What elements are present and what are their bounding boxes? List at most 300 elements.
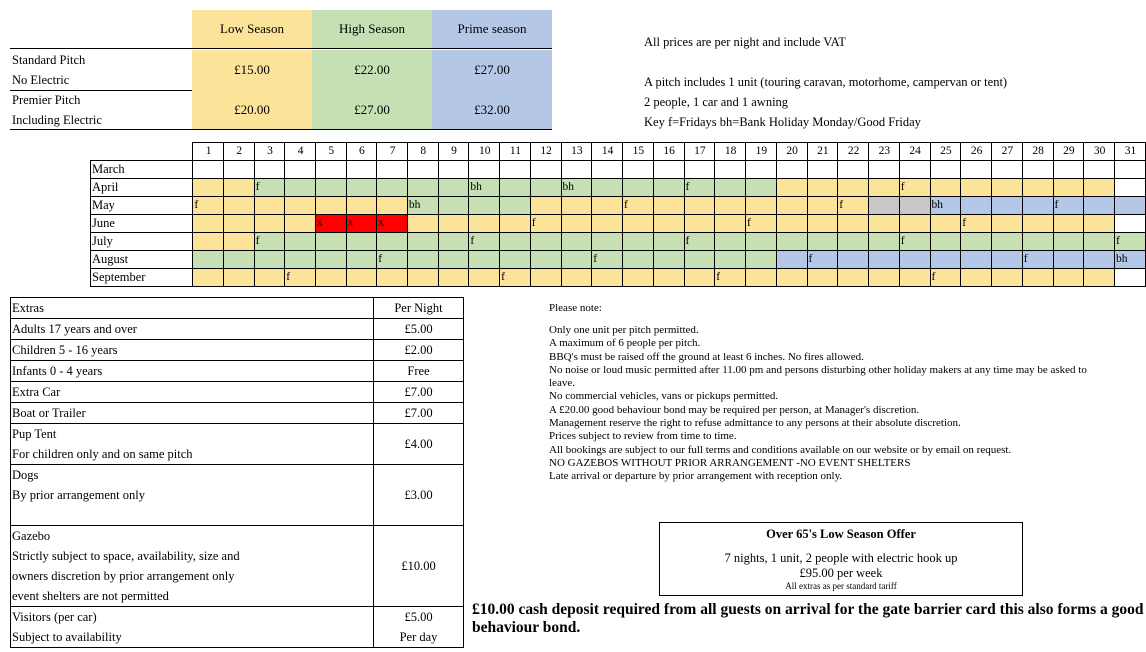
day-number: 15 (623, 143, 654, 161)
calendar-day-cell (530, 179, 561, 197)
note-item: No noise or loud music permitted after 11.00 pm and persons disturbing other holiday makers at any time may be asked to (549, 363, 1087, 376)
note-item: BBQ's must be raised off the ground at least 6 inches. No fires allowed. (549, 350, 864, 363)
calendar-day-cell (1084, 197, 1115, 215)
extras-price (374, 361, 464, 382)
calendar-day-cell (715, 251, 746, 269)
calendar-day-cell (684, 215, 715, 233)
calendar-day-cell (961, 179, 992, 197)
calendar-day-cell: f (254, 179, 285, 197)
extras-price (374, 403, 464, 424)
calendar-day-cell (807, 215, 838, 233)
calendar-day-cell (807, 179, 838, 197)
calendar-day-cell: f (838, 197, 869, 215)
extras-item-text: Gazebo (12, 529, 51, 543)
extras-price-text: £5.00 (404, 610, 433, 624)
calendar-day-cell (254, 197, 285, 215)
extras-price-text: £7.00 (404, 406, 433, 420)
calendar-day-cell (193, 233, 224, 251)
calendar-day-cell: f (469, 233, 500, 251)
calendar-day-cell (193, 215, 224, 233)
calendar-day-cell (746, 197, 777, 215)
calendar-day-cell (992, 251, 1023, 269)
calendar-day-cell (561, 197, 592, 215)
calendar-day-cell (469, 215, 500, 233)
calendar-day-cell (807, 161, 838, 179)
calendar-day-cell (684, 251, 715, 269)
extras-price (374, 382, 464, 403)
calendar-corner (91, 143, 193, 161)
calendar-day-cell (223, 215, 254, 233)
calendar-month-row (91, 215, 1146, 233)
calendar-day-cell (315, 269, 346, 287)
calendar-day-cell (715, 161, 746, 179)
calendar-day-cell (223, 161, 254, 179)
calendar-day-cell (684, 161, 715, 179)
day-number: 6 (346, 143, 377, 161)
extras-item (11, 526, 374, 607)
calendar-day-cell (500, 215, 531, 233)
calendar-day-cell (899, 161, 930, 179)
calendar-day-cell (1053, 269, 1084, 287)
extras-item-text: By prior arrangement only (12, 488, 145, 502)
extras-item-text: Strictly subject to space, availability, size and (12, 549, 240, 563)
extras-item-text: Children 5 - 16 years (12, 343, 118, 357)
calendar-day-cell (684, 197, 715, 215)
calendar-day-cell (377, 269, 408, 287)
extras-item (11, 403, 374, 424)
calendar-day-cell (653, 179, 684, 197)
pitch-standard-sublabel: No Electric (12, 73, 70, 87)
calendar-day-cell (776, 179, 807, 197)
calendar-day-cell: f (623, 197, 654, 215)
calendar-day-cell (285, 161, 316, 179)
calendar-day-cell (438, 269, 469, 287)
calendar-day-cell (746, 251, 777, 269)
calendar-day-cell: f (193, 197, 224, 215)
extras-item-text: Adults 17 years and over (12, 322, 137, 336)
extras-table (10, 297, 464, 648)
price-standard-low: £15.00 (192, 50, 312, 90)
calendar-day-cell (961, 269, 992, 287)
calendar-day-cell (346, 197, 377, 215)
extras-item-text: event shelters are not permitted (12, 589, 169, 603)
extras-price-text: £4.00 (404, 437, 433, 451)
calendar-day-cell (407, 251, 438, 269)
extras-item-text: Subject to availability (12, 630, 122, 644)
calendar-day-cell (961, 161, 992, 179)
extras-item-text (12, 505, 372, 525)
calendar-day-cell (992, 269, 1023, 287)
season-header-prime: Prime season (432, 10, 552, 48)
calendar-day-cell (315, 179, 346, 197)
extras-price (374, 319, 464, 340)
calendar-day-cell (1053, 161, 1084, 179)
calendar-day-cell (438, 197, 469, 215)
day-number: 4 (285, 143, 316, 161)
extras-header-price: Per Night (374, 298, 464, 319)
offer-details: 7 nights, 1 unit, 2 people with electric hook up (724, 551, 958, 565)
info-people: 2 people, 1 car and 1 awning (644, 95, 789, 109)
calendar-month-row (91, 251, 1146, 269)
calendar-day-cell (869, 215, 900, 233)
price-premier-high: £27.00 (312, 90, 432, 130)
extras-item (11, 465, 374, 526)
calendar-day-cell (438, 233, 469, 251)
extras-row (11, 526, 464, 607)
day-number: 3 (254, 143, 285, 161)
calendar-day-cell (623, 251, 654, 269)
calendar-day-cell: f (1053, 197, 1084, 215)
calendar-day-cell: f (899, 233, 930, 251)
month-name: July (91, 233, 193, 251)
calendar-day-cell (1022, 215, 1053, 233)
note-item: NO GAZEBOS WITHOUT PRIOR ARRANGEMENT -NO EVENT SHELTERS (549, 456, 911, 469)
note-item: No commercial vehicles, vans or pickups permitted. (549, 390, 779, 403)
extras-price (374, 526, 464, 607)
calendar-day-cell (1022, 197, 1053, 215)
calendar-day-cell (899, 269, 930, 287)
day-number: 8 (407, 143, 438, 161)
day-number: 26 (961, 143, 992, 161)
calendar-day-cell (776, 161, 807, 179)
day-number: 13 (561, 143, 592, 161)
day-number: 17 (684, 143, 715, 161)
calendar-day-cell (1084, 233, 1115, 251)
extras-row (11, 382, 464, 403)
info-pitch-includes: A pitch includes 1 unit (touring caravan, motorhome, campervan or tent) (644, 75, 1008, 89)
calendar-day-cell (561, 161, 592, 179)
extras-item-text: For children only and on same pitch (12, 447, 193, 461)
calendar-day-cell (315, 233, 346, 251)
calendar-day-cell (346, 251, 377, 269)
calendar-day-cell (1084, 251, 1115, 269)
calendar-day-cell (1115, 161, 1146, 179)
note-item: A £20.00 good behaviour bond may be required per person, at Manager's discretion. (549, 403, 920, 416)
day-number: 7 (377, 143, 408, 161)
day-number: 30 (1084, 143, 1115, 161)
calendar-day-cell (346, 233, 377, 251)
calendar-month-row (91, 233, 1146, 251)
day-number: 10 (469, 143, 500, 161)
calendar-day-cell (930, 179, 961, 197)
calendar-day-cell (285, 251, 316, 269)
calendar-day-cell (285, 197, 316, 215)
calendar-day-cell (869, 161, 900, 179)
calendar-day-cell: bh (561, 179, 592, 197)
day-number: 21 (807, 143, 838, 161)
calendar-day-cell (1053, 233, 1084, 251)
calendar-day-cell: f (592, 251, 623, 269)
extras-item-text: owners discretion by prior arrangement only (12, 569, 235, 583)
calendar-day-cell (869, 251, 900, 269)
calendar-day-cell (807, 233, 838, 251)
month-name: June (91, 215, 193, 233)
notes-list (549, 324, 1129, 484)
calendar-day-cell (561, 215, 592, 233)
day-number: 29 (1053, 143, 1084, 161)
day-number: 5 (315, 143, 346, 161)
calendar-day-cell (254, 269, 285, 287)
calendar-month-row (91, 269, 1146, 287)
calendar-day-cell (1022, 161, 1053, 179)
calendar-day-cell: f (530, 215, 561, 233)
note-item: Management reserve the right to refuse admittance to any persons at their absolute discretion. (549, 417, 961, 430)
day-number: 11 (500, 143, 531, 161)
calendar-day-cell (838, 233, 869, 251)
extras-price (374, 465, 464, 526)
note-item: A maximum of 6 people per pitch. (549, 337, 701, 350)
calendar-day-cell (500, 179, 531, 197)
extras-item (11, 340, 374, 361)
calendar-day-cell (807, 269, 838, 287)
calendar-day-cell (776, 269, 807, 287)
calendar-day-cell (715, 197, 746, 215)
calendar-day-cell (407, 269, 438, 287)
calendar-day-cell: f (746, 215, 777, 233)
month-name: September (91, 269, 193, 287)
calendar-day-cell: f (254, 233, 285, 251)
calendar-day-cell (838, 215, 869, 233)
day-number: 19 (746, 143, 777, 161)
day-number: 16 (653, 143, 684, 161)
calendar-day-cell (530, 251, 561, 269)
calendar-day-cell (930, 215, 961, 233)
calendar-day-cell (530, 269, 561, 287)
calendar-day-cell (1084, 215, 1115, 233)
extras-header-row (11, 298, 464, 319)
calendar-day-cell (346, 179, 377, 197)
calendar-day-cell (407, 233, 438, 251)
calendar-day-cell (1022, 269, 1053, 287)
calendar-day-cell (838, 269, 869, 287)
pitch-premier-label: Premier Pitch (12, 93, 81, 107)
day-number: 23 (869, 143, 900, 161)
extras-price-text: £3.00 (404, 488, 433, 502)
calendar-day-cell (223, 251, 254, 269)
price-standard-prime: £27.00 (432, 50, 552, 90)
extras-price-text: £7.00 (404, 385, 433, 399)
calendar-day-cell (623, 269, 654, 287)
calendar-day-cell (776, 215, 807, 233)
price-standard-high: £22.00 (312, 50, 432, 90)
calendar-day-cell: f (1115, 233, 1146, 251)
calendar-day-cell (407, 161, 438, 179)
note-item: All bookings are subject to our full terms and conditions available on our website or by email on request. (549, 443, 1012, 456)
day-number: 12 (530, 143, 561, 161)
calendar-day-cell (469, 197, 500, 215)
calendar-day-cell (377, 161, 408, 179)
calendar-day-cell (223, 197, 254, 215)
calendar-day-cell (992, 161, 1023, 179)
calendar-day-cell: f (377, 251, 408, 269)
calendar-day-cell (776, 197, 807, 215)
calendar-day-cell (992, 197, 1023, 215)
calendar-day-cell: x (377, 215, 408, 233)
day-number: 28 (1022, 143, 1053, 161)
extras-item-text: Pup Tent (12, 427, 57, 441)
calendar-day-cell (346, 269, 377, 287)
extras-item (11, 607, 374, 648)
calendar-day-cell (961, 233, 992, 251)
calendar-day-cell (407, 215, 438, 233)
calendar-day-cell: f (715, 269, 746, 287)
month-name: March (91, 161, 193, 179)
calendar-day-cell (500, 251, 531, 269)
offer-title: Over 65's Low Season Offer (766, 527, 916, 541)
calendar-day-cell (992, 215, 1023, 233)
calendar-day-cell (561, 251, 592, 269)
calendar-day-cell: f (930, 269, 961, 287)
calendar-day-cell: f (684, 233, 715, 251)
calendar-day-cell (776, 233, 807, 251)
calendar-day-cell (1022, 179, 1053, 197)
calendar-day-cell (930, 161, 961, 179)
calendar-day-cell (193, 269, 224, 287)
calendar-day-cell (1053, 251, 1084, 269)
calendar-day-cell (746, 269, 777, 287)
extras-item (11, 382, 374, 403)
calendar-day-cell (438, 215, 469, 233)
calendar-day-cell (1115, 215, 1146, 233)
calendar-day-cell: f (500, 269, 531, 287)
info-vat-note: All prices are per night and include VAT (644, 35, 846, 49)
calendar-day-cell (469, 269, 500, 287)
calendar-day-cell (899, 251, 930, 269)
calendar-header-row (91, 143, 1146, 161)
extras-row (11, 361, 464, 382)
calendar-day-cell (623, 233, 654, 251)
extras-price (374, 424, 464, 465)
extras-price (374, 607, 464, 648)
calendar-day-cell (992, 233, 1023, 251)
extras-row (11, 403, 464, 424)
calendar-day-cell (899, 215, 930, 233)
calendar-day-cell (254, 251, 285, 269)
calendar-day-cell (869, 179, 900, 197)
calendar-day-cell (684, 269, 715, 287)
calendar-day-cell (561, 233, 592, 251)
deposit-line-2: behaviour bond. (472, 619, 581, 636)
extras-row (11, 319, 464, 340)
calendar-day-cell: bh (407, 197, 438, 215)
calendar-day-cell (715, 233, 746, 251)
extras-row (11, 340, 464, 361)
calendar-day-cell (438, 179, 469, 197)
calendar-day-cell (530, 197, 561, 215)
calendar-day-cell (1053, 215, 1084, 233)
note-item: leave. (549, 377, 575, 390)
calendar-day-cell: bh (469, 179, 500, 197)
calendar-day-cell (961, 251, 992, 269)
calendar-day-cell: x (315, 215, 346, 233)
calendar-day-cell (285, 179, 316, 197)
notes-title: Please note: (549, 302, 602, 314)
calendar-day-cell (500, 233, 531, 251)
calendar-day-cell (254, 215, 285, 233)
day-number: 31 (1115, 143, 1146, 161)
over65-offer-box (659, 522, 1023, 596)
calendar-day-cell (869, 269, 900, 287)
calendar-day-cell: f (899, 179, 930, 197)
calendar-day-cell (1084, 179, 1115, 197)
extras-price-text: £5.00 (404, 322, 433, 336)
calendar-day-cell (500, 197, 531, 215)
extras-item-text: Dogs (12, 468, 39, 482)
season-header-high: High Season (312, 10, 432, 48)
calendar-day-cell (1053, 179, 1084, 197)
calendar-day-cell (930, 251, 961, 269)
extras-row (11, 607, 464, 648)
calendar-day-cell (653, 197, 684, 215)
calendar-day-cell (469, 161, 500, 179)
day-number: 27 (992, 143, 1023, 161)
calendar-day-cell (746, 161, 777, 179)
calendar-day-cell (746, 233, 777, 251)
calendar-day-cell (592, 161, 623, 179)
info-key: Key f=Fridays bh=Bank Holiday Monday/Good Friday (644, 115, 921, 129)
day-number: 2 (223, 143, 254, 161)
season-calendar (90, 142, 1146, 287)
day-number: 1 (193, 143, 224, 161)
calendar-day-cell (869, 233, 900, 251)
calendar-month-row (91, 197, 1146, 215)
calendar-day-cell (653, 269, 684, 287)
deposit-notice (472, 601, 1143, 637)
calendar-day-cell (992, 179, 1023, 197)
calendar-day-cell (223, 269, 254, 287)
extras-item (11, 319, 374, 340)
calendar-day-cell (530, 161, 561, 179)
calendar-day-cell (193, 179, 224, 197)
calendar-day-cell (623, 215, 654, 233)
extras-item-text: Boat or Trailer (12, 406, 86, 420)
calendar-day-cell (623, 161, 654, 179)
month-name: May (91, 197, 193, 215)
extras-item (11, 361, 374, 382)
calendar-day-cell: f (807, 251, 838, 269)
season-header-low: Low Season (192, 10, 312, 48)
calendar-day-cell (653, 233, 684, 251)
calendar-day-cell (869, 197, 900, 215)
day-number: 24 (899, 143, 930, 161)
calendar-day-cell (838, 179, 869, 197)
calendar-day-cell (193, 251, 224, 269)
calendar-day-cell (407, 179, 438, 197)
calendar-day-cell (561, 269, 592, 287)
calendar-day-cell (315, 197, 346, 215)
calendar-day-cell (1022, 233, 1053, 251)
calendar-day-cell (623, 179, 654, 197)
calendar-day-cell (346, 161, 377, 179)
calendar-day-cell (899, 197, 930, 215)
note-item: Only one unit per pitch permitted. (549, 324, 699, 336)
offer-note: All extras as per standard tariff (785, 581, 897, 591)
extras-item-text: Extra Car (12, 385, 61, 399)
calendar-day-cell (746, 179, 777, 197)
calendar-day-cell (254, 161, 285, 179)
calendar-day-cell (776, 251, 807, 269)
calendar-day-cell (285, 215, 316, 233)
calendar-day-cell (961, 197, 992, 215)
day-number: 9 (438, 143, 469, 161)
calendar-day-cell (653, 251, 684, 269)
extras-item (11, 424, 374, 465)
calendar-day-cell (469, 251, 500, 269)
divider (10, 129, 552, 130)
calendar-day-cell (807, 197, 838, 215)
calendar-day-cell (715, 215, 746, 233)
calendar-day-cell (377, 179, 408, 197)
